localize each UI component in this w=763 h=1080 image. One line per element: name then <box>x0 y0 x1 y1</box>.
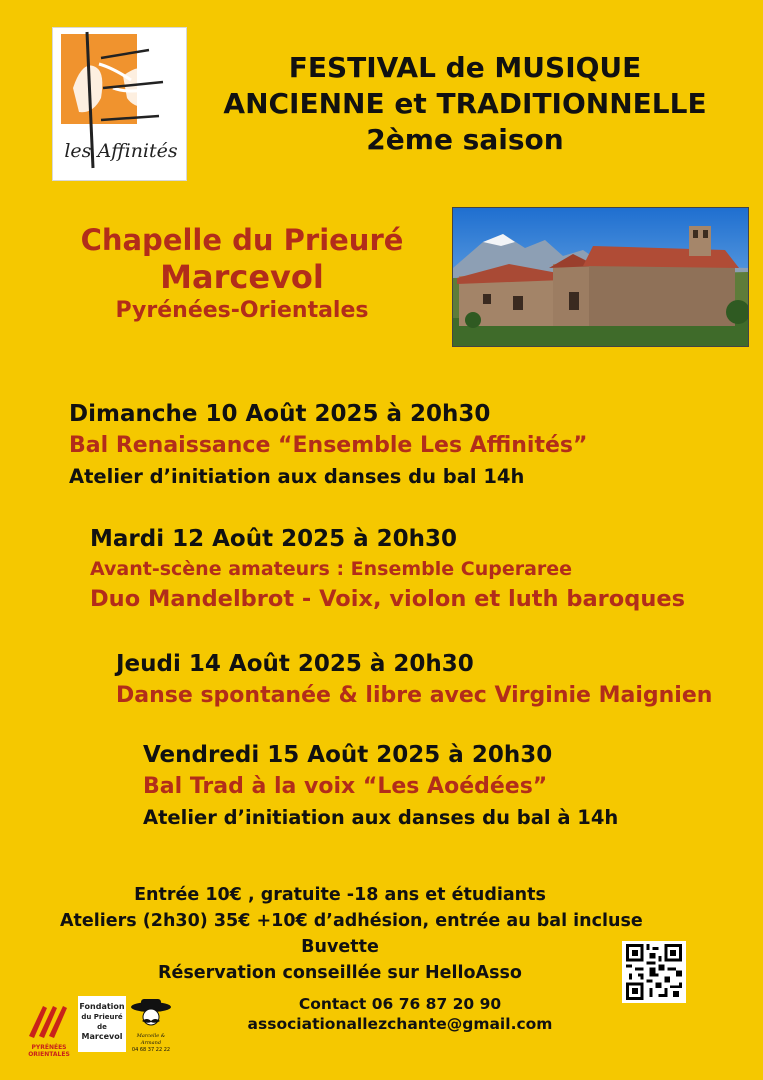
event-note: Atelier d’initiation aux danses du bal 14h <box>69 465 525 488</box>
event-title: Bal Renaissance “Ensemble Les Affinités” <box>69 433 588 458</box>
fondation-line-1: Fondation <box>79 1002 125 1011</box>
event-title: Danse spontanée & libre avec Virginie Maignien <box>116 683 713 708</box>
event-opening-act: Avant-scène amateurs : Ensemble Cuperaree <box>90 558 573 580</box>
mascot-line-1: Marcelle & Armand <box>136 1033 166 1046</box>
affinites-logo <box>52 27 187 181</box>
venue-block <box>62 222 422 326</box>
hat-mustache-icon <box>128 997 174 1029</box>
chapel-photo <box>452 207 749 347</box>
event-4 <box>143 739 618 833</box>
logo-text: les Affinités <box>64 140 178 162</box>
contact-email[interactable]: associationallezchante@gmail.com <box>247 1015 553 1033</box>
event-3 <box>116 648 712 712</box>
mascot-line-2: 04 68 37 22 22 <box>131 1047 171 1053</box>
fondation-prieure-logo <box>78 996 126 1052</box>
contact-phone: Contact 06 76 87 20 90 <box>298 995 502 1013</box>
catalan-stripes-icon <box>25 1000 73 1040</box>
event-date: Dimanche 10 Août 2025 à 20h30 <box>69 401 491 427</box>
contact-block <box>220 994 580 1034</box>
info-booking: Réservation conseillée sur HelloAsso <box>158 963 522 983</box>
qr-code-icon[interactable] <box>622 941 686 1003</box>
event-date: Mardi 12 Août 2025 à 20h30 <box>90 526 458 552</box>
pricing-info <box>40 882 643 986</box>
venue-town: Marcevol <box>160 258 324 296</box>
fondation-line-2: du Prieuré de <box>81 1013 123 1031</box>
event-1 <box>69 398 587 492</box>
info-entry-price: Entrée 10€ , gratuite -18 ans et étudiants <box>134 885 546 905</box>
info-workshop-price: Ateliers (2h30) 35€ +10€ d’adhésion, entrée au bal incluse <box>60 911 643 931</box>
venue-region: Pyrénées-Orientales <box>115 298 369 323</box>
pyrenees-logo-text: PYRÉNÉES ORIENTALES <box>28 1044 70 1058</box>
header-line-3: 2ème saison <box>366 123 564 156</box>
header-line-2: ANCIENNE et TRADITIONNELLE <box>223 87 707 120</box>
event-2 <box>90 523 685 615</box>
venue-name: Chapelle du Prieuré <box>80 223 404 257</box>
event-date: Jeudi 14 Août 2025 à 20h30 <box>116 651 474 677</box>
header-line-1: FESTIVAL de MUSIQUE <box>288 51 642 84</box>
pyrenees-orientales-logo <box>25 1000 73 1058</box>
event-date: Vendredi 15 Août 2025 à 20h30 <box>143 742 553 768</box>
chapel-illustration <box>453 208 749 347</box>
info-bar: Buvette <box>301 937 379 957</box>
fondation-line-3: Marcevol <box>81 1032 123 1041</box>
festival-header <box>190 50 740 158</box>
event-note: Atelier d’initiation aux danses du bal à 14h <box>143 806 619 829</box>
mascot-sponsor-logo <box>128 997 174 1053</box>
event-title: Bal Trad à la voix “Les Aoédées” <box>143 774 548 799</box>
event-title: Duo Mandelbrot - Voix, violon et luth baroques <box>90 586 685 612</box>
